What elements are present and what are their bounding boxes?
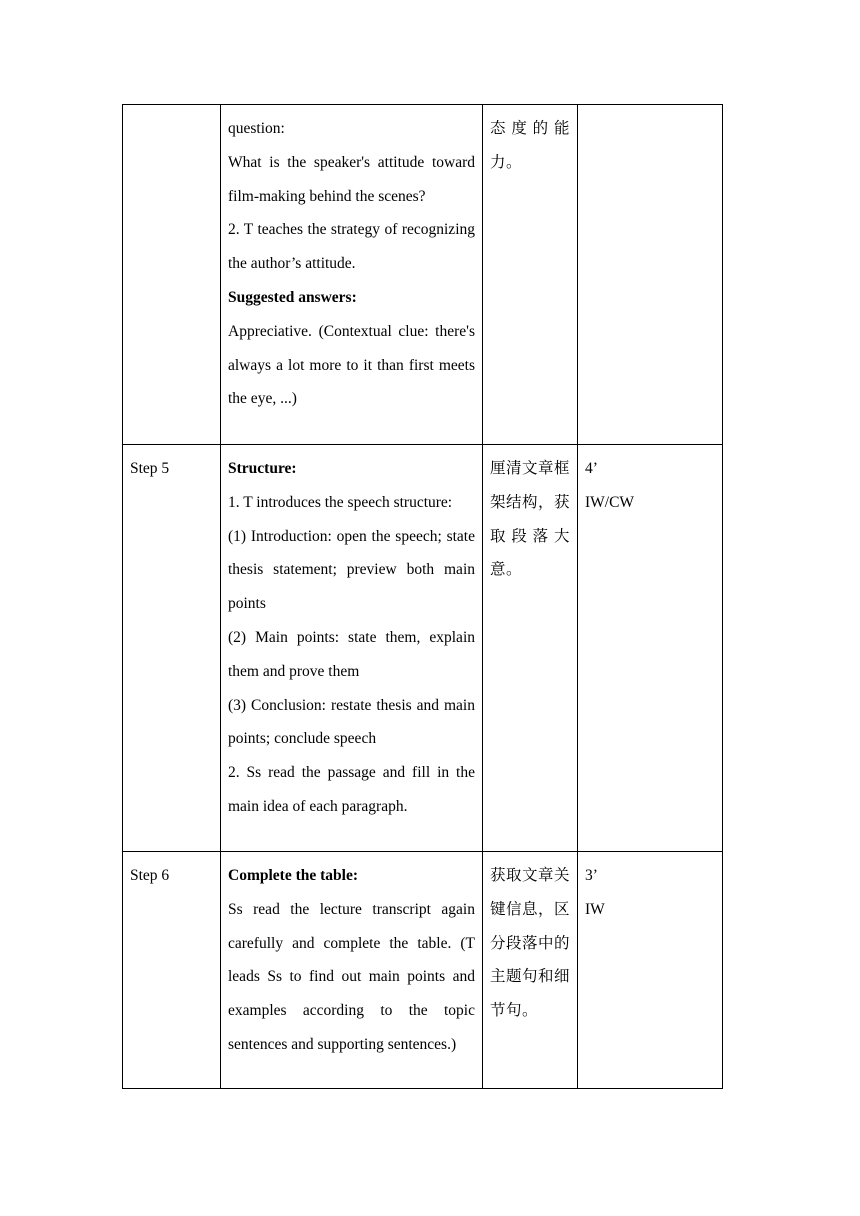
purpose-text: 态度的能力。 (490, 119, 570, 171)
purpose-text: 厘清文章框架结构，获取段落大意。 (490, 459, 571, 579)
purpose-cell (483, 852, 578, 1089)
mode-text: IW (585, 900, 605, 918)
procedure-line: Ss read the lecture transcript again carefully and complete the table. (T leads Ss to find out main points and examples according to the topic sentences and supporting sentences.) (228, 900, 475, 1053)
time-mode-cell (578, 105, 723, 445)
procedure-heading: Structure: (228, 460, 297, 477)
mode-text: IW/CW (585, 493, 635, 511)
time-mode-cell (578, 445, 723, 852)
lesson-plan-table (122, 104, 723, 1089)
procedure-line: (1) Introduction: open the speech; state thesis statement; preview both main points (228, 527, 475, 613)
procedure-line: 2. T teaches the strategy of recognizing the author’s attitude. (228, 221, 475, 273)
purpose-text: 获取文章关键信息，区分段落中的主题句和细节句。 (490, 866, 571, 1020)
procedure-line: 2. Ss read the passage and fill in the main idea of each paragraph. (228, 764, 475, 815)
time-mode-cell (578, 852, 723, 1089)
table-row (123, 445, 723, 852)
procedure-cell (221, 105, 483, 445)
step-label: Step 5 (130, 460, 170, 477)
procedure-line: 1. T introduces the speech structure: (228, 493, 453, 511)
table-row (123, 105, 723, 445)
table-row (123, 852, 723, 1089)
procedure-heading: Suggested answers: (228, 288, 357, 306)
procedure-line: question: (228, 120, 285, 137)
procedure-cell (221, 445, 483, 852)
step-cell (123, 105, 221, 445)
time-text: 3’ (585, 867, 598, 884)
procedure-line: (2) Main points: state them, explain them and prove them (228, 628, 475, 680)
procedure-heading: Complete the table: (228, 867, 358, 884)
procedure-line: Appreciative. (Contextual clue: there's always a lot more to it than first meets the eye, ...) (228, 322, 475, 408)
procedure-line: What is the speaker's attitude toward film-making behind the scenes? (228, 153, 475, 205)
procedure-cell (221, 852, 483, 1089)
purpose-cell (483, 445, 578, 852)
purpose-cell (483, 105, 578, 445)
procedure-line: (3) Conclusion: restate thesis and main points; conclude speech (228, 696, 475, 748)
step-cell (123, 445, 221, 852)
time-text: 4’ (585, 460, 598, 477)
step-label: Step 6 (130, 867, 170, 884)
step-cell (123, 852, 221, 1089)
